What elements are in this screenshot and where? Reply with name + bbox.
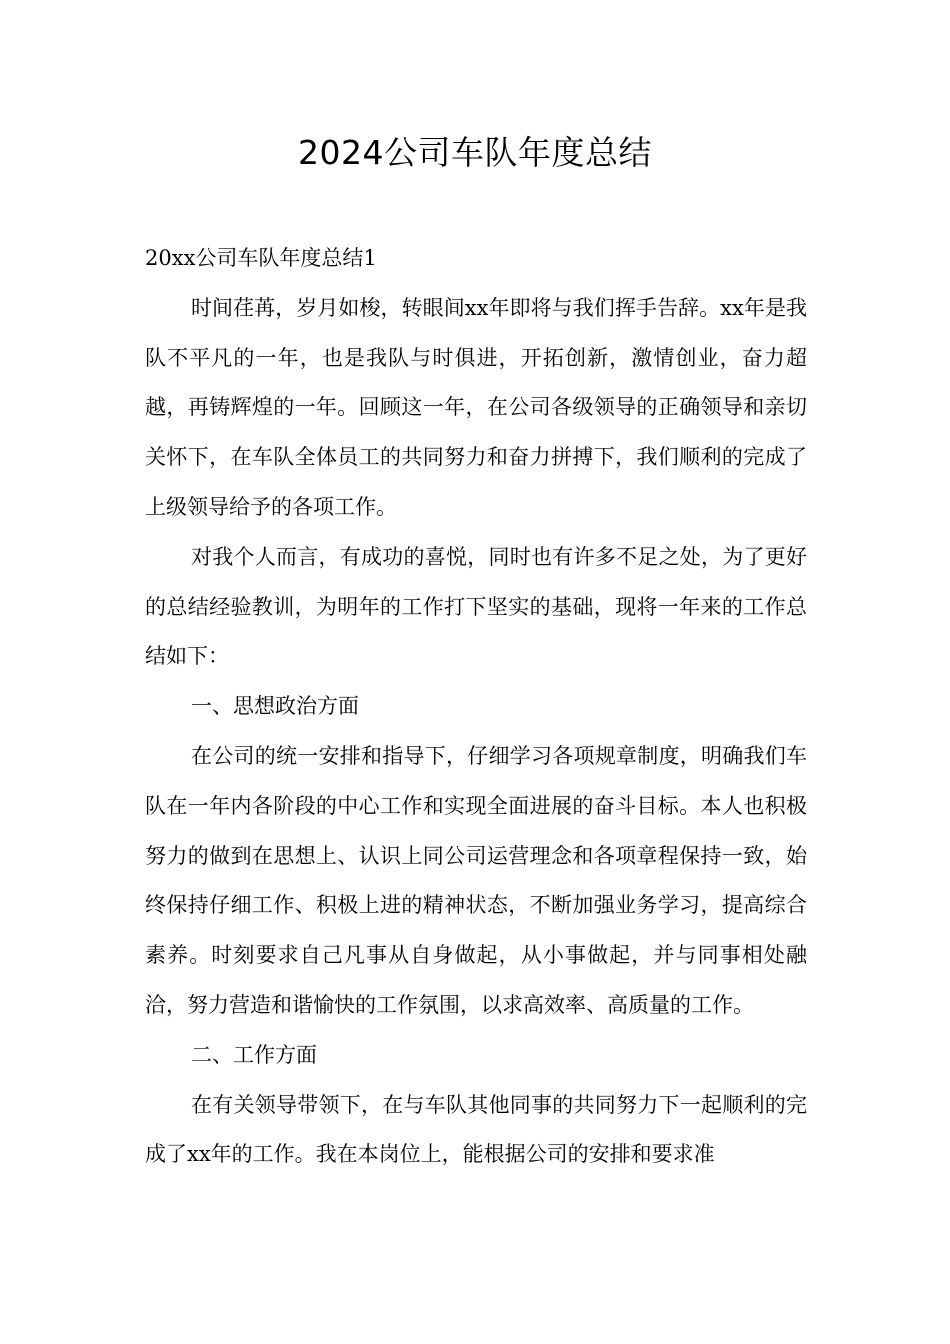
document-body [145, 234, 807, 1180]
section-heading-ideology: 一、思想政治方面 [191, 694, 359, 719]
paragraph-work: 在有关领导带领下，在与车队其他同事的共同努力下一起顺利的完成了xx年的工作。我在本岗位上，能根据公司的安排和要求准 [145, 1092, 807, 1167]
section-heading-work: 二、工作方面 [191, 1042, 317, 1067]
paragraph-intro: 时间荏苒，岁月如梭，转眼间xx年即将与我们挥手告辞。xx年是我队不平凡的一年，也是我队与时俱进，开拓创新，激情创业，奋力超越，再铸辉煌的一年。回顾这一年，在公司各级领导的正确领导和亲切关怀下，在车队全体员工的共同努力和奋力拼搏下，我们顺利的完成了上级领导给予的各项工作。 [145, 295, 807, 519]
paragraph-ideology: 在公司的统一安排和指导下，仔细学习各项规章制度，明确我们车队在一年内各阶段的中心工作和实现全面进展的奋斗目标。本人也积极努力的做到在思想上、认识上同公司运营理念和各项章程保持一致，始终保持仔细工作、积极上进的精神状态，不断加强业务学习，提高综合素养。时刻要求自己凡事从自身做起，从小事做起，并与同事相处融洽，努力营造和谐愉快的工作氛围，以求高效率、高质量的工作。 [145, 743, 807, 1017]
paragraph-personal: 对我个人而言，有成功的喜悦，同时也有许多不足之处，为了更好的总结经验教训，为明年的工作打下坚实的基础，现将一年来的工作总结如下： [145, 544, 807, 669]
document-subtitle: 20xx公司车队年度总结1 [145, 246, 377, 270]
document-title: 2024公司车队年度总结 [298, 133, 652, 172]
